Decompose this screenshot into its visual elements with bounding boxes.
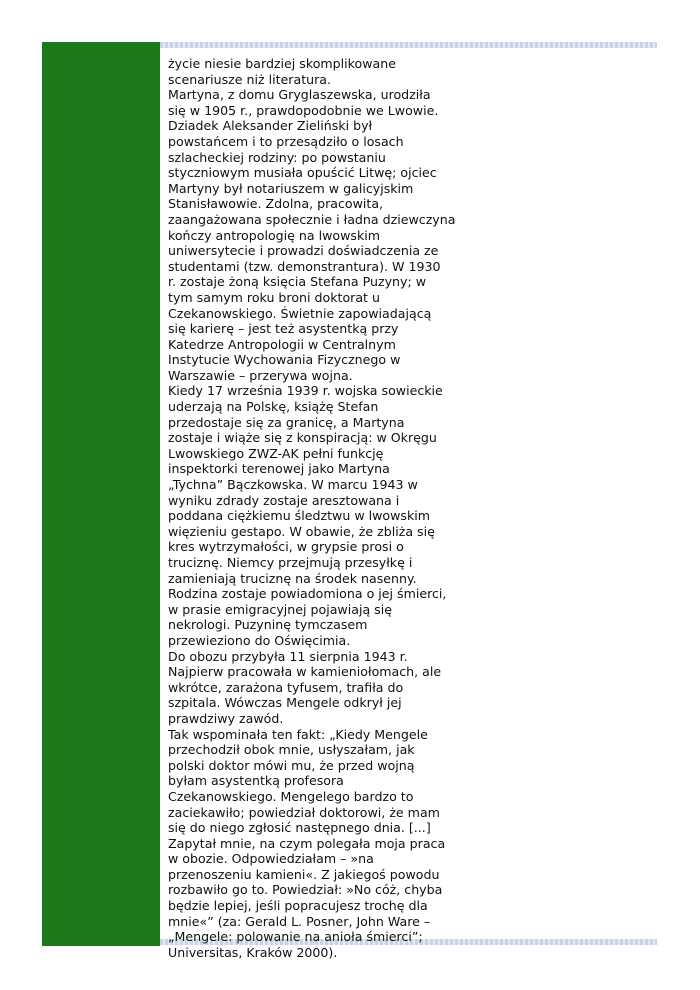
article-line: Do obozu przybyła 11 sierpnia 1943 r.	[168, 648, 408, 664]
article-line: się w 1905 r., prawdopodobnie we Lwowie.	[168, 102, 439, 118]
article-line: byłam asystentką profesora	[168, 773, 344, 789]
article-line: scenariusze niż literatura.	[168, 71, 332, 87]
article-line: Katedrze Antropologii w Centralnym	[168, 336, 396, 352]
article-text-column	[168, 56, 464, 960]
article-line: się karierę – jest też asystentką przy	[168, 321, 399, 337]
article-line: inspektorki terenowej jako Martyna	[168, 461, 390, 477]
article-line: przechodził obok mnie, usłyszałam, jak	[168, 742, 415, 758]
top-dotted-rule	[160, 42, 657, 48]
article-line: Dziadek Aleksander Zieliński był	[168, 118, 373, 134]
article-line: Universitas, Kraków 2000).	[168, 944, 338, 960]
green-sidebar-bar	[42, 42, 160, 946]
article-line: wyniku zdrady zostaje aresztowana i	[168, 492, 400, 508]
article-line: będzie lepiej, jeśli popracujesz trochę dla	[168, 898, 428, 914]
article-line: Martyny był notariuszem w galicyjskim	[168, 180, 414, 196]
article-line: zaangażowana społecznie i ładna dziewczyna	[168, 211, 456, 227]
article-line: tym samym roku broni doktorat u	[168, 289, 380, 305]
article-line: Rodzina zostaje powiadomiona o jej śmierci,	[168, 586, 447, 602]
article-line: zaciekawiło; powiedział doktorowi, że mam	[168, 804, 440, 820]
article-line: r. zostaje żoną księcia Stefana Puzyny; w	[168, 274, 427, 290]
article-line: rozbawiło go to. Powiedział: »No cóż, chyba	[168, 882, 443, 898]
article-line: szlacheckiej rodziny: po powstaniu	[168, 149, 386, 165]
article-line: Tak wspominała ten fakt: „Kiedy Mengele	[168, 726, 428, 742]
article-line: Lwowskiego ZWZ-AK pełni funkcję	[168, 445, 384, 461]
article-line: truciznę. Niemcy przejmują przesyłkę i	[168, 555, 413, 570]
article-line: mnie«” (za: Gerald L. Posner, John Ware –	[168, 913, 431, 929]
article-line: życie niesie bardziej skomplikowane	[168, 56, 396, 71]
article-line: się do niego zgłosić następnego dnia. [...]	[168, 820, 431, 836]
article-line: przenoszeniu kamieni«. Z jakiegoś powodu	[168, 866, 440, 882]
article-line: przewieziono do Oświęcimia.	[168, 632, 351, 648]
article-line: poddana ciężkiemu śledztwu w lwowskim	[168, 508, 431, 524]
article-line: Czekanowskiego. Świetnie zapowiadającą	[168, 305, 432, 321]
article-line: prawdziwy zawód.	[168, 710, 284, 726]
article-line: zostaje i wiąże się z konspiracją: w Okręgu	[168, 430, 437, 446]
article-line: w obozie. Odpowiedziałam – »na	[168, 851, 374, 867]
article-line: w prasie emigracyjnej pojawiają się	[168, 601, 392, 617]
article-line: powstańcem i to przesądziło o losach	[168, 133, 404, 149]
article-line: wkrótce, zarażona tyfusem, trafiła do	[168, 679, 404, 695]
article-line: Zapytał mnie, na czym polegała moja praca	[168, 835, 446, 851]
article-line: Kiedy 17 września 1939 r. wojska sowieckie	[168, 383, 443, 399]
article-line: kres wytrzymałości, w grypsie prosi o	[168, 539, 404, 555]
article-line: szpitala. Wówczas Mengele odkrył jej	[168, 695, 402, 711]
article-line: uderzają na Polskę, książę Stefan	[168, 399, 379, 415]
article-line: Stanisławowie. Zdolna, pracowita,	[168, 196, 384, 212]
article-line: zamieniają truciznę na środek nasenny.	[168, 570, 417, 586]
article-line: Martyna, z domu Gryglaszewska, urodziła	[168, 87, 431, 103]
article-line: styczniowym musiała opuścić Litwę; ojciec	[168, 165, 437, 181]
article-line: więzieniu gestapo. W obawie, że zbliża się	[168, 523, 435, 539]
article-line: kończy antropologię na lwowskim	[168, 227, 381, 243]
article-line: „Mengele: polowanie na anioła śmierci”;	[168, 929, 423, 945]
article-line: Czekanowskiego. Mengelego bardzo to	[168, 788, 414, 804]
article-line: „Tychna” Bączkowska. W marcu 1943 w	[168, 477, 418, 493]
article-line: uniwersytecie i prowadzi doświadczenia ze	[168, 243, 439, 259]
article-line: Najpierw pracowała w kamieniołomach, ale	[168, 664, 442, 680]
article-line: nekrologi. Puzyninę tymczasem	[168, 617, 368, 633]
article-line: Instytucie Wychowania Fizycznego w	[168, 352, 401, 368]
article-line: polski doktor mówi mu, że przed wojną	[168, 757, 415, 773]
article-line: przedostaje się za granicę, a Martyna	[168, 414, 405, 430]
article-line: studentami (tzw. demonstrantura). W 1930	[168, 258, 441, 274]
article-line: Warszawie – przerywa wojna.	[168, 367, 353, 383]
